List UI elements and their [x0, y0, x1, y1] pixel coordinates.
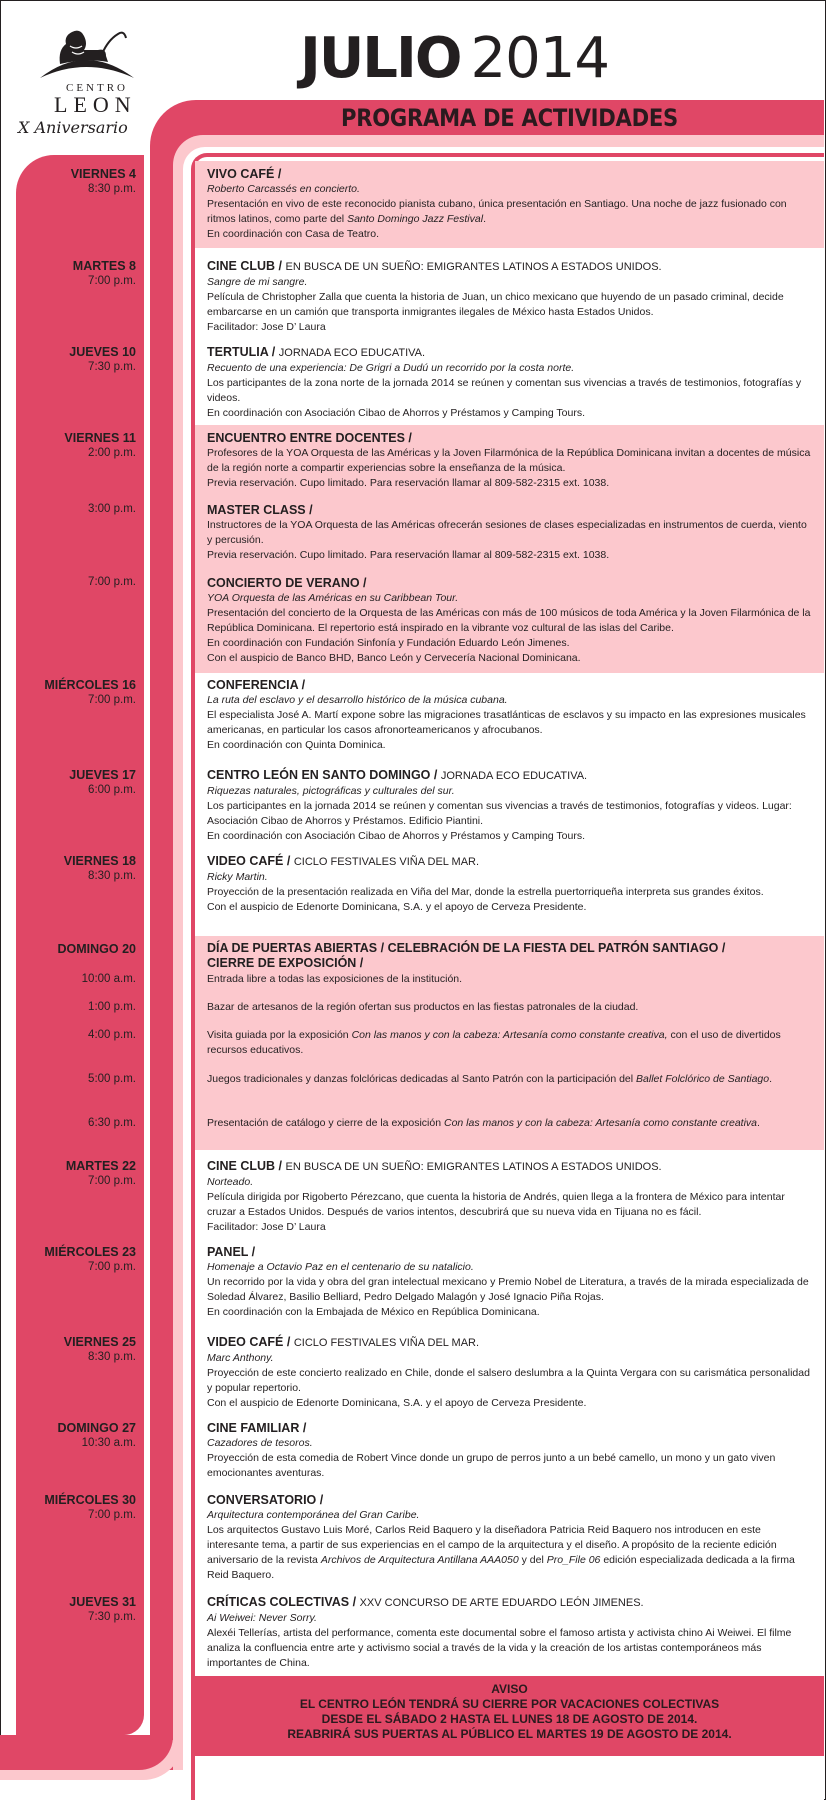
event-time: 2:00 p.m. [88, 447, 136, 459]
event-date [16, 502, 136, 517]
event-description [207, 197, 812, 227]
event-work-title: Riquezas naturales, pictográficas y culturales del sur. [207, 785, 455, 797]
event-time: 5:00 p.m. [88, 1073, 136, 1085]
event-subtitle: CICLO FESTIVALES VIÑA DEL MAR. [293, 1337, 480, 1349]
event-item [207, 972, 812, 987]
event-entry [207, 344, 812, 421]
event-work-title: Roberto Carcassés en concierto. [207, 183, 360, 195]
description-segment: . [483, 213, 486, 225]
item-italic: Con las manos y con la cabeza: Artesanía como constante creativa, [351, 1029, 668, 1041]
event-time: 7:00 p.m. [88, 1261, 136, 1273]
event-entry [207, 941, 812, 971]
event-day: DOMINGO 20 [57, 942, 136, 956]
description-segment: y del [521, 1554, 544, 1566]
event-item [207, 1000, 812, 1015]
description-segment: Los participantes de la zona norte de la jornada 2014 se reúnen y comentan sus vivencias a través de testimonios, fotografías y videos. [207, 377, 802, 404]
event-date [16, 258, 136, 289]
event-subtitle: JORNADA ECO EDUCATIVA. [440, 770, 588, 782]
description-segment: Alexéi Tellerías, artista del performance, comenta este documental sobre el famoso artista y activista chino Ai Weiwei. El filme analiza la confluencia entre arte y activismo social a través de la vida y la creación de los artistas contemporáneos más importantes de China. [207, 1627, 792, 1669]
event-time: 7:00 p.m. [88, 1175, 136, 1187]
event-entry [207, 502, 812, 563]
logo-leon-text: LEON [54, 92, 137, 117]
item-text: Entrada libre a todas las exposiciones de la institución. [207, 973, 463, 985]
event-work-title: Cazadores de tesoros. [207, 1437, 313, 1449]
title-year: 2014 [470, 26, 609, 91]
event-title-text: PANEL / [207, 1245, 256, 1259]
event-title [207, 1244, 812, 1260]
event-work-title: Norteado. [207, 1176, 254, 1188]
event-time: 1:00 p.m. [88, 1001, 136, 1013]
event-title-text: MASTER CLASS / [207, 503, 313, 517]
event-note: Con el auspicio de Banco BHD, Banco León y Cervecería Nacional Dominicana. [207, 652, 581, 664]
event-description [207, 1366, 812, 1396]
event-entry [207, 1420, 812, 1481]
event-time: 7:00 p.m. [88, 576, 136, 588]
event-title-text: CONCIERTO DE VERANO / [207, 576, 367, 590]
event-description [207, 1190, 812, 1220]
event-title-text: VIVO CAFÉ / [207, 167, 282, 181]
event-title [207, 575, 812, 591]
event-entry [207, 1594, 812, 1671]
event-time: 4:00 p.m. [88, 1029, 136, 1041]
description-segment: Santo Domingo Jazz Festival [347, 213, 484, 225]
event-title [207, 677, 812, 693]
event-work-title: Homenaje a Octavio Paz en el centenario de su natalicio. [207, 1261, 474, 1273]
notice-title: AVISO [491, 1682, 528, 1696]
event-entry [207, 767, 812, 844]
event-time: 6:30 p.m. [88, 1117, 136, 1129]
event-entry [207, 1492, 812, 1583]
event-subtitle: CICLO FESTIVALES VIÑA DEL MAR. [293, 856, 480, 868]
event-time: 3:00 p.m. [88, 503, 136, 515]
event-description [207, 708, 812, 738]
description-segment: edición especializada dedicada a la firma Reid Baquero. [207, 1554, 795, 1581]
event-day: MIÉRCOLES 23 [44, 1245, 136, 1259]
event-work-title: La ruta del esclavo y el desarrollo histórico de la música cubana. [207, 694, 508, 706]
event-title-text: CONVERSATORIO / [207, 1493, 324, 1507]
event-date [16, 1492, 136, 1523]
event-description [207, 518, 812, 548]
event-time: 7:30 p.m. [88, 361, 136, 373]
date-column-divider [144, 160, 149, 1730]
event-time: 6:00 p.m. [88, 784, 136, 796]
description-segment: El especialista José A. Martí expone sobre las migraciones trasatlánticas de esclavos y su impacto en las expresiones musicales americanas, en particular los casos afronorteamericanos y afrocubanos. [207, 709, 806, 736]
event-title [207, 1158, 812, 1175]
event-entry [207, 677, 812, 753]
event-time: 7:00 p.m. [88, 694, 136, 706]
event-note: Previa reservación. Cupo limitado. Para reservación llamar al 809-582-2315 ext. 1038. [207, 477, 610, 489]
event-title-text: TERTULIA / [207, 345, 276, 359]
event-title [207, 344, 812, 361]
event-note: En coordinación con Asociación Cibao de Ahorros y Préstamos y Camping Tours. [207, 407, 586, 419]
event-note: Previa reservación. Cupo limitado. Para reservación llamar al 809-582-2315 ext. 1038. [207, 549, 610, 561]
event-date [16, 941, 136, 957]
event-title [207, 1492, 812, 1508]
event-day: VIERNES 25 [63, 1335, 136, 1349]
event-time: 7:00 p.m. [88, 1509, 136, 1521]
notice-box [195, 1676, 824, 1756]
event-subtitle: EN BUSCA DE UN SUEÑO: EMIGRANTES LATINOS A ESTADOS UNIDOS. [285, 261, 662, 273]
event-title [207, 1420, 812, 1436]
event-description [207, 606, 812, 636]
event-description [207, 290, 812, 320]
event-title-text: CENTRO LEÓN EN SANTO DOMINGO / [207, 768, 438, 782]
event-subtitle: EN BUSCA DE UN SUEÑO: EMIGRANTES LATINOS A ESTADOS UNIDOS. [285, 1161, 662, 1173]
description-segment: Los arquitectos Gustavo Luis Moré, Carlos Reid Baquero y la diseñadora Patricia Reid Baquero nos introducen en este interesante tema, a partir de sus experiencias en el campo de la arquitectura y el diseño. A propósito de la reciente edición aniversario de la revista [207, 1524, 777, 1566]
item-after: . [757, 1117, 760, 1129]
event-time: 8:30 p.m. [88, 1351, 136, 1363]
event-title-text: ENCUENTRO ENTRE DOCENTES / [207, 431, 412, 445]
description-segment: Un recorrido por la vida y obra del gran intelectual mexicano y Premio Nobel de Literatura, a través de la mirada especializada de Soledad Álvarez, Basilio Belliard, Pedro Delgado Malagón y José Ignacio Piña Rojas. [207, 1276, 809, 1303]
event-date [16, 1420, 136, 1451]
notice-line: REABRIRÁ SUS PUERTAS AL PÚBLICO EL MARTES 19 DE AGOSTO DE 2014. [287, 1727, 732, 1741]
centro-leon-logo [18, 20, 158, 137]
notice-line: DESDE EL SÁBADO 2 HASTA EL LUNES 18 DE AGOSTO DE 2014. [321, 1712, 698, 1726]
event-entry [207, 1244, 812, 1320]
title-month: JULIO [300, 26, 461, 91]
event-entry [207, 1158, 812, 1235]
event-title-text: CINE CLUB / [207, 259, 282, 273]
event-description [207, 1275, 812, 1305]
event-title [207, 767, 812, 784]
event-day: JUEVES 17 [69, 768, 136, 782]
description-segment: Profesores de la YOA Orquesta de las Américas y la Joven Filarmónica de la República Dominicana invitan a docentes de música de la región norte a compartir experiencias sobre la enseñanza de la música. [207, 447, 811, 474]
event-day: MARTES 22 [65, 1159, 136, 1173]
event-work-title: Marc Anthony. [207, 1352, 274, 1364]
event-work-title: Ricky Martin. [207, 871, 268, 883]
event-subtitle: XXV CONCURSO DE ARTE EDUARDO LEÓN JIMENES. [359, 1597, 644, 1609]
description-segment: Pro_File 06 [546, 1554, 601, 1566]
event-date [16, 166, 136, 197]
event-day: DOMINGO 27 [57, 1421, 136, 1435]
event-date [16, 1594, 136, 1625]
event-work-title: Ai Weiwei: Never Sorry. [207, 1612, 317, 1624]
event-day: MIÉRCOLES 30 [44, 1493, 136, 1507]
item-after: . [769, 1073, 773, 1085]
event-date [16, 575, 136, 590]
event-title [207, 258, 812, 275]
event-time: 10:00 a.m. [81, 973, 136, 985]
event-title-text: CONFERENCIA / [207, 678, 306, 692]
page-title [300, 28, 609, 89]
event-note: En coordinación con Fundación Sinfonía y Fundación Eduardo León Jimenes. [207, 637, 570, 649]
event-time: 8:30 p.m. [88, 870, 136, 882]
event-date [16, 1158, 136, 1189]
event-note: Con el auspicio de Edenorte Dominicana, S.A. y el apoyo de Cerveza Presidente. [207, 1397, 587, 1409]
event-description [207, 1451, 812, 1481]
event-description [207, 376, 812, 406]
event-entry [207, 575, 812, 666]
event-date [16, 1244, 136, 1275]
item-text: Visita guiada por la exposición [207, 1029, 349, 1041]
item-text: Bazar de artesanos de la región ofertan sus productos en las fiestas patronales de la ciudad. [207, 1001, 639, 1013]
event-work-title: Arquitectura contemporánea del Gran Caribe. [207, 1509, 420, 1521]
event-title [207, 430, 812, 446]
event-date [16, 1334, 136, 1365]
description-segment: Archivos de Arquitectura Antillana AAA050 [320, 1554, 519, 1566]
event-work-title: Sangre de mi sangre. [207, 276, 308, 288]
event-day: JUEVES 31 [69, 1595, 136, 1609]
event-entry [207, 853, 812, 915]
event-note: En coordinación con Quinta Dominica. [207, 739, 386, 751]
event-description [207, 799, 812, 829]
event-item [207, 1028, 812, 1058]
item-after: con el uso de divertidos recursos educativos. [207, 1029, 781, 1056]
event-date [16, 430, 136, 461]
event-title-text: CINE CLUB / [207, 1159, 282, 1173]
event-entry [207, 258, 812, 335]
event-note: Con el auspicio de Edenorte Dominicana, S.A. y el apoyo de Cerveza Presidente. [207, 901, 587, 913]
event-title-text: VIDEO CAFÉ / [207, 854, 291, 868]
event-description [207, 446, 812, 476]
event-day: JUEVES 10 [69, 345, 136, 359]
event-date [16, 344, 136, 375]
event-date [16, 677, 136, 708]
event-entry [207, 1334, 812, 1411]
section-header: PROGRAMA DE ACTIVIDADES [341, 104, 678, 132]
event-time: 7:00 p.m. [88, 275, 136, 287]
event-date [16, 767, 136, 798]
event-title [207, 502, 812, 518]
description-segment: Los participantes en la jornada 2014 se reúnen y comentan sus vivencias a través de testimonios, fotografías y videos. Lugar: Asociación Cibao de Ahorros y Préstamos. Edificio Piantini. [207, 800, 792, 827]
lion-icon [36, 20, 136, 82]
event-note: En coordinación con Asociación Cibao de Ahorros y Préstamos y Camping Tours. [207, 830, 586, 842]
event-work-title: YOA Orquesta de las Américas en su Caribbean Tour. [207, 592, 459, 604]
event-description [207, 1523, 812, 1583]
item-italic: Ballet Folclórico de Santiago [636, 1073, 770, 1085]
description-segment: Proyección de esta comedia de Robert Vince donde un grupo de perros junto a un bebé camello, un mono y un gato viven emocionantes aventuras. [207, 1452, 776, 1479]
event-title-text: VIDEO CAFÉ / [207, 1335, 291, 1349]
event-title [207, 853, 812, 870]
description-segment: Proyección de la presentación realizada en Viña del Mar, donde la estrella puertorriqueña interpreta sus grandes éxitos. [207, 886, 764, 898]
event-title [207, 1334, 812, 1351]
item-italic: Con las manos y con la cabeza: Artesanía como constante creativa [443, 1117, 758, 1129]
event-time: 8:30 p.m. [88, 183, 136, 195]
event-title: DÍA DE PUERTAS ABIERTAS / CELEBRACIÓN DE LA FIESTA DEL PATRÓN SANTIAGO / [207, 941, 726, 955]
item-text: Presentación de catálogo y cierre de la exposición [207, 1117, 442, 1129]
event-date [16, 853, 136, 884]
description-segment: Película dirigida por Rigoberto Pérezcano, que cuenta la historia de Andrés, quien llega a la frontera de México para intentar cruzar a Estados Unidos. Después de varios intentos, descubrirá que su nueva vida en Tijuana no es fácil. [207, 1191, 785, 1218]
event-day: VIERNES 18 [63, 854, 136, 868]
description-segment: Proyección de este concierto realizado en Chile, donde el salsero deslumbra a la Quinta Vergara con su carismática personalidad y popular repertorio. [207, 1367, 810, 1394]
description-segment: Película de Christopher Zalla que cuenta la historia de Juan, un chico mexicano que huyendo de un pasado criminal, decide embarcarse en un camión que transporta inmigrantes ilegales de México hasta Estados Unidos. [207, 291, 784, 318]
event-entry [207, 430, 812, 491]
event-day: MARTES 8 [72, 259, 136, 273]
description-segment: Presentación del concierto de la Orquesta de las Américas con más de 100 músicos de toda América y la Joven Filarmónica de la República Dominicana. El repertorio está inspirado en la vibrante voz cultural de las islas del Caribe. [207, 607, 811, 634]
logo-centro-text: CENTRO [66, 82, 128, 94]
logo-anniversary-text: X Aniversario [18, 118, 128, 137]
event-title [207, 166, 812, 182]
event-note: Facilitador: Jose D’ Laura [207, 1221, 326, 1233]
event-title-text: CRÍTICAS COLECTIVAS / [207, 1595, 357, 1609]
event-description [207, 1626, 812, 1671]
event-title: CIERRE DE EXPOSICIÓN / [207, 956, 364, 970]
event-time: 10:30 a.m. [81, 1437, 136, 1449]
event-note: Facilitador: Jose D’ Laura [207, 321, 326, 333]
left-bottom-dark [0, 1735, 173, 1770]
event-description [207, 885, 812, 900]
event-day: VIERNES 4 [70, 167, 136, 181]
notice-line: EL CENTRO LEÓN TENDRÁ SU CIERRE POR VACACIONES COLECTIVAS [299, 1697, 720, 1711]
description-segment: Instructores de la YOA Orquesta de las Américas ofrecerán sesiones de clases especializadas en instrumentos de cuerda, viento y percusión. [207, 519, 807, 546]
event-day: VIERNES 11 [64, 431, 136, 445]
event-note: En coordinación con la Embajada de México en República Dominicana. [207, 1306, 540, 1318]
event-title-text: CINE FAMILIAR / [207, 1421, 307, 1435]
event-item [207, 1116, 812, 1131]
event-work-title: Recuento de una experiencia: De Grigri a Dudú un recorrido por la costa norte. [207, 362, 575, 374]
event-note: En coordinación con Casa de Teatro. [207, 228, 379, 240]
event-item [207, 1072, 812, 1087]
item-text: Juegos tradicionales y danzas folclóricas dedicadas al Santo Patrón con la participación del [207, 1073, 634, 1085]
event-title [207, 1594, 812, 1611]
event-time: 7:30 p.m. [88, 1611, 136, 1623]
event-subtitle: JORNADA ECO EDUCATIVA. [278, 347, 426, 359]
event-entry [207, 166, 812, 242]
event-day: MIÉRCOLES 16 [44, 678, 136, 692]
description-segment: Presentación en vivo de este reconocido pianista cubano, única presentación en Santiago. Una noche de jazz fusionado con ritmos latinos, como parte del [207, 198, 787, 225]
